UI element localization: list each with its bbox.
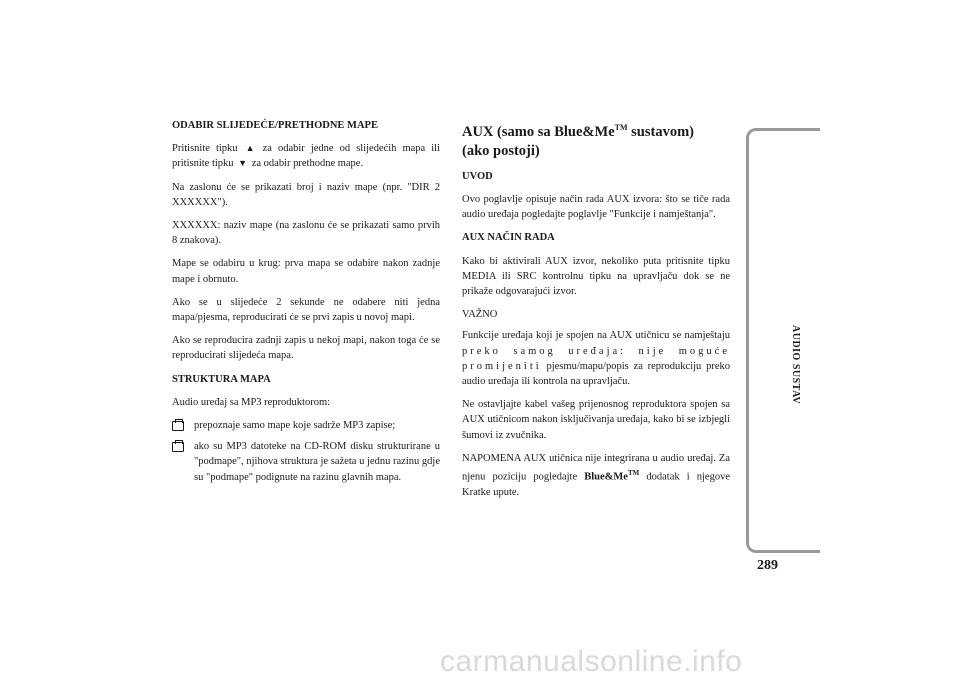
paragraph-device: Audio uređaj sa MP3 reproduktorom:	[172, 396, 331, 408]
bullet-text: ako su MP3 datoteke na CD-ROM disku strukturirane u "podmape", njihova struktura je sažeta u jednu razinu gdje su "podmape" podignute na razinu glavnih mapa.	[194, 441, 440, 483]
heading-next-prev-folder: ODABIR SLIJEDEĆE/PRETHODNE MAPE	[172, 120, 378, 131]
arrow-down-icon: ▼	[238, 158, 248, 169]
paragraph-folder-name: XXXXXX: naziv mape (na zaslonu će se prikazati samo prvih 8 znakova).	[172, 220, 440, 247]
trademark-sup: TM	[627, 469, 640, 478]
title-part2: sustavom)	[627, 123, 694, 140]
important-line-2: preko samog uređaja: nije moguće promijeniti	[462, 345, 730, 372]
paragraph-no-selection: Ako se u slijedeće 2 sekunde ne odabere niti jedna mapa/pjesma, reproducirati će se prvi zapis u novoj mapi.	[172, 296, 440, 324]
left-column	[172, 118, 440, 491]
title-part1: AUX (samo sa Blue&Me	[462, 123, 615, 140]
watermark: carmanualsonline.info	[440, 645, 743, 678]
note-text-2: dodatak i njegove Kratke upute.	[462, 471, 731, 498]
page-number: 289	[757, 558, 778, 573]
list-item	[172, 418, 440, 433]
section-title	[462, 118, 730, 161]
title-line2: (ako postoji)	[462, 142, 540, 159]
important-line-1: Funkcije uređaja koji je spojen na AUX utičnicu se namještaju	[462, 330, 730, 342]
paragraph-last-track: Ako se reproducira zadnji zapis u nekoj mapi, nakon toga će se reproducirati slijedeća mapa.	[172, 335, 440, 362]
paragraph-display: Na zaslonu će se prikazati broj i naziv mape (npr. "DIR 2 XXXXXX").	[172, 181, 440, 208]
arrow-up-icon: ▲	[245, 143, 255, 154]
heading-important: VAŽNO	[462, 309, 498, 321]
paragraph-important	[462, 328, 730, 389]
heading-folder-structure: STRUKTURA MAPA	[172, 373, 271, 385]
bullet-text: prepoznaje samo mape koje sadrže MP3 zapise;	[194, 420, 396, 432]
side-tab-label: AUDIO SUSTAV	[790, 325, 801, 405]
heading-intro: UVOD	[462, 170, 493, 182]
paragraph-aux-mode: Kako bi aktivirali AUX izvor, nekoliko puta pritisnite tipku MEDIA ili SRC kontrolnu tipku na upravljaču dok se ne prikaže odgovarajući izvor.	[462, 255, 730, 298]
paragraph-note	[462, 451, 730, 500]
right-column	[462, 118, 730, 508]
note-text-1: NAPOMENA AUX utičnica nije integrirana u audio uređaj. Za njenu poziciju pogledajte	[462, 452, 730, 483]
bullet-list	[172, 418, 440, 485]
bullet-icon	[172, 442, 184, 452]
list-item	[172, 439, 440, 485]
bullet-icon	[172, 421, 184, 431]
note-brand: Blue&Me	[584, 471, 628, 483]
heading-aux-mode: AUX NAČIN RADA	[462, 232, 555, 244]
important-line-3: pjesmu/mapu/popis za reprodukciju preko audio uređaja ili kontrola na upravljaču.	[462, 360, 731, 388]
paragraph-cable: Ne ostavljajte kabel vašeg prijenosnog reproduktora spojen sa AUX utičnicom nakon isključivanja uređaja, kako bi se izbjegli šumovi iz zvučnika.	[462, 399, 730, 441]
trademark-sup: TM	[614, 123, 628, 132]
press-text-1: Pritisnite tipku	[172, 143, 238, 155]
press-text-2: za odabir jedne od slijedećih mapa ili pritisnite tipku	[172, 143, 441, 170]
press-text-3: za odabir prethodne mape.	[251, 158, 364, 170]
paragraph-cycle: Mape se odabiru u krug: prva mapa se odabire nakon zadnje mape i obrnuto.	[172, 258, 440, 285]
paragraph-intro: Ovo poglavlje opisuje način rada AUX izvora: što se tiče rada audio uređaja pogledajte poglavlje "Funkcije i namještanja".	[462, 194, 730, 221]
paragraph-press-key	[172, 141, 440, 171]
